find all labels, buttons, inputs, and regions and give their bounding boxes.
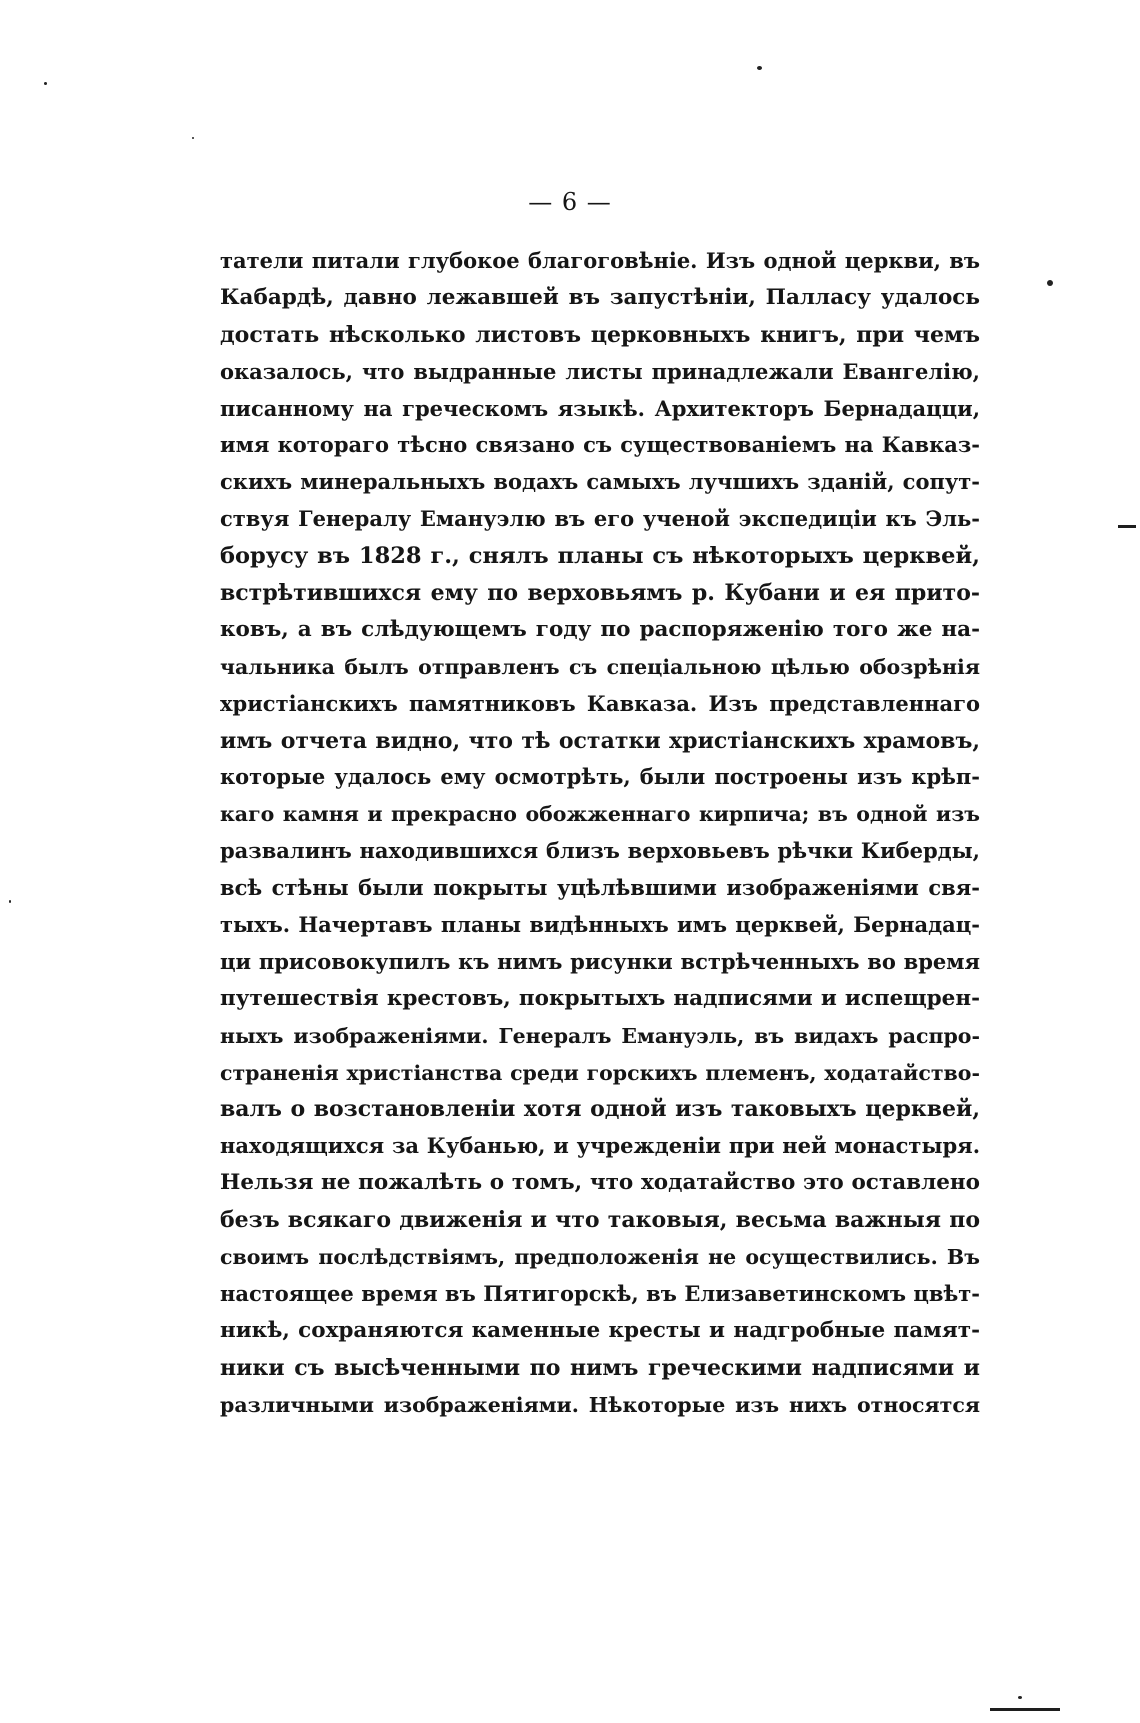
scan-speck (1047, 280, 1053, 286)
text-line: встрѣтившихся ему по верховьямъ р. Кубани и ея прито- (220, 580, 980, 607)
text-line: христіанскихъ памятниковъ Кавказа. Изъ представленнаго (220, 690, 980, 716)
text-line: которые удалось ему осмотрѣть, были построены изъ крѣп- (220, 764, 980, 790)
text-line: тыхъ. Начертавъ планы видѣнныхъ имъ церквей, Бернадац- (220, 912, 980, 938)
page-number: — 6 — (528, 188, 612, 216)
text-line: валъ о возстановленіи хотя одной изъ таковыхъ церквей, (220, 1096, 980, 1123)
text-line: различными изображеніями. Нѣкоторые изъ нихъ относятся (220, 1392, 980, 1417)
text-line: оказалось, что выдранные листы принадлежали Евангелію, (220, 358, 980, 384)
scan-edge-mark (1118, 525, 1136, 528)
scan-speck (44, 82, 47, 85)
scan-speck (757, 66, 762, 70)
text-line: настоящее время въ Пятигорскѣ, въ Елизаветинскомъ цвѣт- (220, 1280, 980, 1306)
text-line: ковъ, а въ слѣдующемъ году по распоряженію того же на- (220, 616, 980, 642)
scan-speck (192, 137, 194, 139)
text-line: своимъ послѣдствіямъ, предположенія не осуществились. Въ (220, 1245, 980, 1270)
text-line: татели питали глубокое благоговѣніе. Изъ одной церкви, въ (220, 248, 980, 273)
text-line: ныхъ изображеніями. Генералъ Емануэль, въ видахъ распро- (220, 1023, 980, 1048)
text-line: никѣ, сохраняются каменные кресты и надгробные памят- (220, 1317, 980, 1343)
scan-edge-mark (990, 1708, 1060, 1711)
text-line: скихъ минеральныхъ водахъ самыхъ лучшихъ зданій, сопут- (220, 469, 980, 495)
text-line: достать нѣсколько листовъ церковныхъ книгъ, при чемъ (220, 321, 980, 348)
scan-speck (9, 900, 11, 903)
text-line: ци присовокупилъ къ нимъ рисунки встрѣченныхъ во время (220, 948, 980, 974)
text-line: писанному на греческомъ языкѣ. Архитекторъ Бернадацци, (220, 395, 980, 421)
text-line: Кабардѣ, давно лежавшей въ запустѣніи, Палласу удалось (220, 284, 980, 310)
text-line: борусу въ 1828 г., снялъ планы съ нѣкоторыхъ церквей, (220, 543, 980, 570)
text-line: имя котораго тѣсно связано съ существованіемъ на Кавказ- (220, 432, 980, 458)
text-line: всѣ стѣны были покрыты уцѣлѣвшими изображеніями свя- (220, 875, 980, 901)
text-line: ствуя Генералу Емануэлю въ его ученой экспедиціи къ Эль- (220, 506, 980, 532)
text-line: путешествія крестовъ, покрытыхъ надписями и испещрен- (220, 985, 980, 1011)
text-line: находящихся за Кубанью, и учрежденіи при ней монастыря. (220, 1133, 980, 1159)
text-line: чальника былъ отправленъ съ спеціальною цѣлью обозрѣнія (220, 654, 980, 679)
text-line: ники съ высѣченными по нимъ греческими надписями и (220, 1354, 980, 1381)
text-line: Нельзя не пожалѣть о томъ, что ходатайство это оставлено (220, 1170, 980, 1196)
text-line: безъ всякаго движенія и что таковыя, весьма важныя по (220, 1207, 980, 1234)
text-line: развалинъ находившихся близъ верховьевъ рѣчки Киберды, (220, 838, 980, 864)
text-line: имъ отчета видно, что тѣ остатки христіанскихъ храмовъ, (220, 727, 980, 754)
scan-speck (1018, 1696, 1022, 1699)
text-line: каго камня и прекрасно обожженнаго кирпича; въ одной изъ (220, 802, 980, 827)
body-text (220, 243, 980, 1424)
text-line: страненія христіанства среди горскихъ племенъ, ходатайство- (220, 1060, 980, 1085)
